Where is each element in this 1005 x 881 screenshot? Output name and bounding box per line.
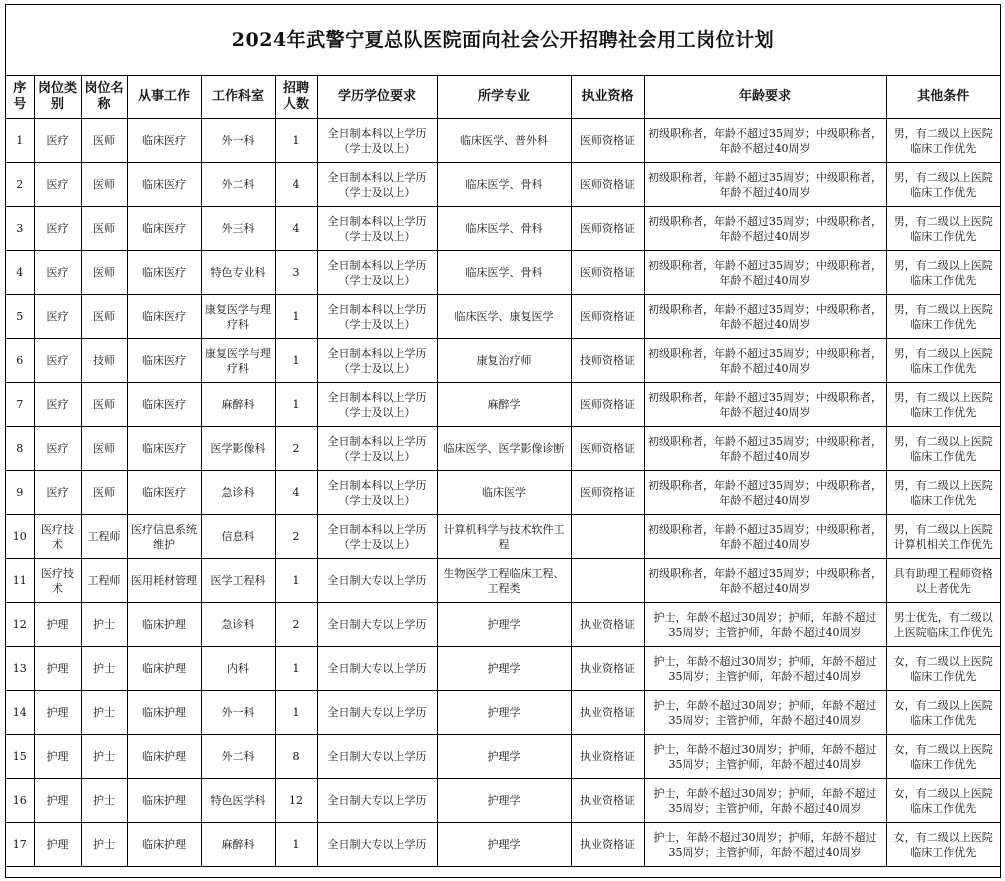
cell-count: 1 — [275, 823, 317, 867]
header-no: 序号 — [6, 76, 34, 119]
cell-qualification — [571, 559, 644, 603]
cell-other: 男，有二级以上医院临床工作优先 — [886, 383, 1000, 427]
cell-work: 临床医疗 — [127, 207, 201, 251]
header-row — [6, 76, 1000, 119]
cell-other: 男，有二级以上医院临床工作优先 — [886, 339, 1000, 383]
cell-position: 护士 — [81, 823, 127, 867]
header-education: 学历学位要求 — [317, 76, 437, 119]
cell-major: 计算机科学与技术软件工程 — [437, 515, 571, 559]
cell-work: 临床医疗 — [127, 163, 201, 207]
cell-age: 初级职称者，年龄不超过35周岁；中级职称者，年龄不超过40周岁 — [644, 559, 886, 603]
table-body — [6, 119, 1000, 867]
cell-other: 男，有二级以上医院临床工作优先 — [886, 427, 1000, 471]
cell-age: 初级职称者，年龄不超过35周岁；中级职称者，年龄不超过40周岁 — [644, 427, 886, 471]
table-row — [6, 295, 1000, 339]
cell-dept: 康复医学与理疗科 — [201, 295, 275, 339]
cell-dept: 特色专业科 — [201, 251, 275, 295]
cell-qualification: 医师资格证 — [571, 295, 644, 339]
cell-dept: 外一科 — [201, 119, 275, 163]
cell-work: 临床护理 — [127, 647, 201, 691]
cell-position: 护士 — [81, 691, 127, 735]
cell-major: 临床医学、医学影像诊断 — [437, 427, 571, 471]
cell-education: 全日制本科以上学历（学士及以上） — [317, 427, 437, 471]
cell-position: 医师 — [81, 383, 127, 427]
cell-dept: 外二科 — [201, 735, 275, 779]
cell-other: 男，有二级以上医院计算机相关工作优先 — [886, 515, 1000, 559]
header-other: 其他条件 — [886, 76, 1000, 119]
cell-count: 8 — [275, 735, 317, 779]
cell-age: 初级职称者，年龄不超过35周岁；中级职称者，年龄不超过40周岁 — [644, 515, 886, 559]
cell-education: 全日制大专以上学历 — [317, 559, 437, 603]
cell-major: 护理学 — [437, 647, 571, 691]
cell-qualification: 医师资格证 — [571, 163, 644, 207]
cell-position: 护士 — [81, 603, 127, 647]
cell-category: 护理 — [34, 735, 81, 779]
cell-work: 临床医疗 — [127, 119, 201, 163]
table-row — [6, 383, 1000, 427]
header-qualification: 执业资格 — [571, 76, 644, 119]
cell-qualification: 医师资格证 — [571, 251, 644, 295]
cell-other: 女，有二级以上医院临床工作优先 — [886, 647, 1000, 691]
cell-count: 4 — [275, 471, 317, 515]
cell-work: 临床医疗 — [127, 339, 201, 383]
cell-work: 临床护理 — [127, 603, 201, 647]
cell-other: 女，有二级以上医院临床工作优先 — [886, 735, 1000, 779]
cell-dept: 医学工程科 — [201, 559, 275, 603]
cell-work: 临床护理 — [127, 735, 201, 779]
cell-education: 全日制本科以上学历（学士及以上） — [317, 295, 437, 339]
cell-count: 1 — [275, 691, 317, 735]
cell-position: 医师 — [81, 163, 127, 207]
header-major: 所学专业 — [437, 76, 571, 119]
cell-age: 护士，年龄不超过30周岁；护师，年龄不超过35周岁；主管护师，年龄不超过40周岁 — [644, 823, 886, 867]
table-row — [6, 119, 1000, 163]
table-row — [6, 735, 1000, 779]
cell-position: 工程师 — [81, 515, 127, 559]
header-work: 从事工作 — [127, 76, 201, 119]
cell-no: 4 — [6, 251, 34, 295]
cell-other: 具有助理工程师资格以上者优先 — [886, 559, 1000, 603]
table-row — [6, 339, 1000, 383]
cell-qualification: 执业资格证 — [571, 823, 644, 867]
cell-education: 全日制本科以上学历（学士及以上） — [317, 515, 437, 559]
cell-work: 临床护理 — [127, 691, 201, 735]
cell-age: 初级职称者，年龄不超过35周岁；中级职称者，年龄不超过40周岁 — [644, 339, 886, 383]
table-row — [6, 515, 1000, 559]
cell-age: 初级职称者，年龄不超过35周岁；中级职称者，年龄不超过40周岁 — [644, 119, 886, 163]
cell-qualification: 执业资格证 — [571, 691, 644, 735]
cell-position: 护士 — [81, 735, 127, 779]
cell-qualification — [571, 515, 644, 559]
cell-dept: 麻醉科 — [201, 383, 275, 427]
cell-category: 医疗 — [34, 427, 81, 471]
cell-count: 2 — [275, 603, 317, 647]
cell-category: 护理 — [34, 823, 81, 867]
cell-count: 1 — [275, 559, 317, 603]
cell-work: 临床医疗 — [127, 295, 201, 339]
cell-major: 临床医学 — [437, 471, 571, 515]
table-row — [6, 603, 1000, 647]
cell-education: 全日制大专以上学历 — [317, 735, 437, 779]
cell-category: 医疗 — [34, 251, 81, 295]
cell-education: 全日制本科以上学历（学士及以上） — [317, 119, 437, 163]
cell-count: 2 — [275, 427, 317, 471]
cell-dept: 内科 — [201, 647, 275, 691]
header-age: 年龄要求 — [644, 76, 886, 119]
cell-other: 男，有二级以上医院临床工作优先 — [886, 471, 1000, 515]
cell-category: 医疗 — [34, 207, 81, 251]
cell-education: 全日制大专以上学历 — [317, 647, 437, 691]
cell-qualification: 执业资格证 — [571, 603, 644, 647]
cell-age: 初级职称者，年龄不超过35周岁；中级职称者，年龄不超过40周岁 — [644, 163, 886, 207]
cell-category: 医疗 — [34, 471, 81, 515]
cell-category: 医疗 — [34, 119, 81, 163]
table-row — [6, 779, 1000, 823]
cell-age: 护士，年龄不超过30周岁；护师，年龄不超过35周岁；主管护师，年龄不超过40周岁 — [644, 647, 886, 691]
cell-major: 护理学 — [437, 779, 571, 823]
cell-education: 全日制本科以上学历（学士及以上） — [317, 471, 437, 515]
cell-qualification: 执业资格证 — [571, 735, 644, 779]
cell-count: 4 — [275, 163, 317, 207]
cell-no: 2 — [6, 163, 34, 207]
cell-no: 12 — [6, 603, 34, 647]
cell-no: 5 — [6, 295, 34, 339]
cell-education: 全日制大专以上学历 — [317, 691, 437, 735]
header-category: 岗位类别 — [34, 76, 81, 119]
cell-major: 临床医学、骨科 — [437, 163, 571, 207]
cell-category: 护理 — [34, 647, 81, 691]
cell-education: 全日制大专以上学历 — [317, 823, 437, 867]
cell-other: 男，有二级以上医院临床工作优先 — [886, 207, 1000, 251]
header-position: 岗位名称 — [81, 76, 127, 119]
cell-work: 临床医疗 — [127, 383, 201, 427]
cell-work: 医用耗材管理 — [127, 559, 201, 603]
cell-no: 15 — [6, 735, 34, 779]
cell-work: 临床护理 — [127, 779, 201, 823]
cell-other: 男，有二级以上医院临床工作优先 — [886, 251, 1000, 295]
cell-qualification: 医师资格证 — [571, 427, 644, 471]
cell-count: 12 — [275, 779, 317, 823]
cell-dept: 急诊科 — [201, 471, 275, 515]
cell-qualification: 医师资格证 — [571, 207, 644, 251]
cell-age: 初级职称者，年龄不超过35周岁；中级职称者，年龄不超过40周岁 — [644, 251, 886, 295]
cell-education: 全日制大专以上学历 — [317, 603, 437, 647]
cell-category: 医疗 — [34, 339, 81, 383]
cell-no: 10 — [6, 515, 34, 559]
cell-position: 医师 — [81, 119, 127, 163]
cell-no: 1 — [6, 119, 34, 163]
cell-other: 男，有二级以上医院临床工作优先 — [886, 119, 1000, 163]
cell-category: 护理 — [34, 603, 81, 647]
cell-no: 16 — [6, 779, 34, 823]
cell-no: 9 — [6, 471, 34, 515]
cell-dept: 医学影像科 — [201, 427, 275, 471]
table-row — [6, 427, 1000, 471]
cell-education: 全日制本科以上学历（学士及以上） — [317, 339, 437, 383]
cell-no: 3 — [6, 207, 34, 251]
cell-category: 医疗 — [34, 295, 81, 339]
cell-major: 康复治疗师 — [437, 339, 571, 383]
cell-other: 男，有二级以上医院临床工作优先 — [886, 163, 1000, 207]
cell-position: 工程师 — [81, 559, 127, 603]
header-dept: 工作科室 — [201, 76, 275, 119]
table-row — [6, 823, 1000, 867]
cell-other: 女，有二级以上医院临床工作优先 — [886, 779, 1000, 823]
cell-age: 护士，年龄不超过30周岁；护师，年龄不超过35周岁；主管护师，年龄不超过40周岁 — [644, 735, 886, 779]
cell-education: 全日制本科以上学历（学士及以上） — [317, 207, 437, 251]
cell-no: 8 — [6, 427, 34, 471]
table-row — [6, 251, 1000, 295]
cell-no: 7 — [6, 383, 34, 427]
cell-count: 1 — [275, 295, 317, 339]
cell-education: 全日制本科以上学历（学士及以上） — [317, 383, 437, 427]
cell-age: 初级职称者，年龄不超过35周岁；中级职称者，年龄不超过40周岁 — [644, 471, 886, 515]
cell-position: 医师 — [81, 207, 127, 251]
recruitment-table — [6, 76, 1000, 867]
table-row — [6, 691, 1000, 735]
cell-major: 生物医学工程临床工程、工程类 — [437, 559, 571, 603]
cell-major: 麻醉学 — [437, 383, 571, 427]
cell-position: 护士 — [81, 779, 127, 823]
cell-no: 11 — [6, 559, 34, 603]
cell-other: 女，有二级以上医院临床工作优先 — [886, 823, 1000, 867]
cell-count: 1 — [275, 383, 317, 427]
cell-qualification: 医师资格证 — [571, 383, 644, 427]
cell-qualification: 技师资格证 — [571, 339, 644, 383]
cell-major: 临床医学、康复医学 — [437, 295, 571, 339]
cell-other: 男，有二级以上医院临床工作优先 — [886, 295, 1000, 339]
cell-no: 17 — [6, 823, 34, 867]
cell-work: 临床医疗 — [127, 471, 201, 515]
cell-dept: 康复医学与理疗科 — [201, 339, 275, 383]
cell-major: 临床医学、骨科 — [437, 251, 571, 295]
cell-major: 护理学 — [437, 603, 571, 647]
cell-age: 护士，年龄不超过30周岁；护师，年龄不超过35周岁；主管护师，年龄不超过40周岁 — [644, 779, 886, 823]
cell-category: 医疗技术 — [34, 515, 81, 559]
cell-category: 护理 — [34, 779, 81, 823]
cell-dept: 麻醉科 — [201, 823, 275, 867]
cell-position: 医师 — [81, 251, 127, 295]
cell-no: 14 — [6, 691, 34, 735]
cell-dept: 特色医学科 — [201, 779, 275, 823]
cell-major: 护理学 — [437, 823, 571, 867]
cell-age: 初级职称者，年龄不超过35周岁；中级职称者，年龄不超过40周岁 — [644, 295, 886, 339]
cell-position: 技师 — [81, 339, 127, 383]
cell-other: 女，有二级以上医院临床工作优先 — [886, 691, 1000, 735]
cell-major: 护理学 — [437, 735, 571, 779]
cell-count: 4 — [275, 207, 317, 251]
cell-position: 医师 — [81, 471, 127, 515]
cell-count: 1 — [275, 647, 317, 691]
cell-age: 护士，年龄不超过30周岁；护师，年龄不超过35周岁；主管护师，年龄不超过40周岁 — [644, 603, 886, 647]
cell-count: 1 — [275, 339, 317, 383]
cell-major: 临床医学、骨科 — [437, 207, 571, 251]
cell-work: 临床医疗 — [127, 427, 201, 471]
cell-dept: 信息科 — [201, 515, 275, 559]
table-row — [6, 471, 1000, 515]
cell-count: 3 — [275, 251, 317, 295]
cell-work: 临床护理 — [127, 823, 201, 867]
cell-work: 临床医疗 — [127, 251, 201, 295]
cell-dept: 急诊科 — [201, 603, 275, 647]
cell-category: 医疗技术 — [34, 559, 81, 603]
cell-category: 护理 — [34, 691, 81, 735]
cell-education: 全日制本科以上学历（学士及以上） — [317, 163, 437, 207]
table-row — [6, 559, 1000, 603]
cell-no: 13 — [6, 647, 34, 691]
cell-age: 初级职称者，年龄不超过35周岁；中级职称者，年龄不超过40周岁 — [644, 383, 886, 427]
cell-major: 临床医学、普外科 — [437, 119, 571, 163]
cell-qualification: 医师资格证 — [571, 119, 644, 163]
cell-dept: 外二科 — [201, 163, 275, 207]
header-count: 招聘人数 — [275, 76, 317, 119]
cell-education: 全日制大专以上学历 — [317, 779, 437, 823]
cell-qualification: 执业资格证 — [571, 779, 644, 823]
cell-no: 6 — [6, 339, 34, 383]
cell-major: 护理学 — [437, 691, 571, 735]
cell-count: 2 — [275, 515, 317, 559]
table-row — [6, 207, 1000, 251]
cell-position: 医师 — [81, 427, 127, 471]
cell-category: 医疗 — [34, 383, 81, 427]
cell-age: 护士，年龄不超过30周岁；护师，年龄不超过35周岁；主管护师，年龄不超过40周岁 — [644, 691, 886, 735]
cell-other: 男士优先，有二级以上医院临床工作优先 — [886, 603, 1000, 647]
cell-qualification: 医师资格证 — [571, 471, 644, 515]
cell-category: 医疗 — [34, 163, 81, 207]
table-row — [6, 647, 1000, 691]
cell-position: 医师 — [81, 295, 127, 339]
cell-dept: 外一科 — [201, 691, 275, 735]
cell-education: 全日制本科以上学历（学士及以上） — [317, 251, 437, 295]
cell-qualification: 执业资格证 — [571, 647, 644, 691]
cell-dept: 外三科 — [201, 207, 275, 251]
document-title: 2024年武警宁夏总队医院面向社会公开招聘社会用工岗位计划 — [6, 5, 1000, 76]
table-row — [6, 163, 1000, 207]
cell-count: 1 — [275, 119, 317, 163]
recruitment-plan-sheet — [5, 4, 1001, 878]
cell-work: 医疗信息系统维护 — [127, 515, 201, 559]
cell-position: 护士 — [81, 647, 127, 691]
cell-age: 初级职称者，年龄不超过35周岁；中级职称者，年龄不超过40周岁 — [644, 207, 886, 251]
